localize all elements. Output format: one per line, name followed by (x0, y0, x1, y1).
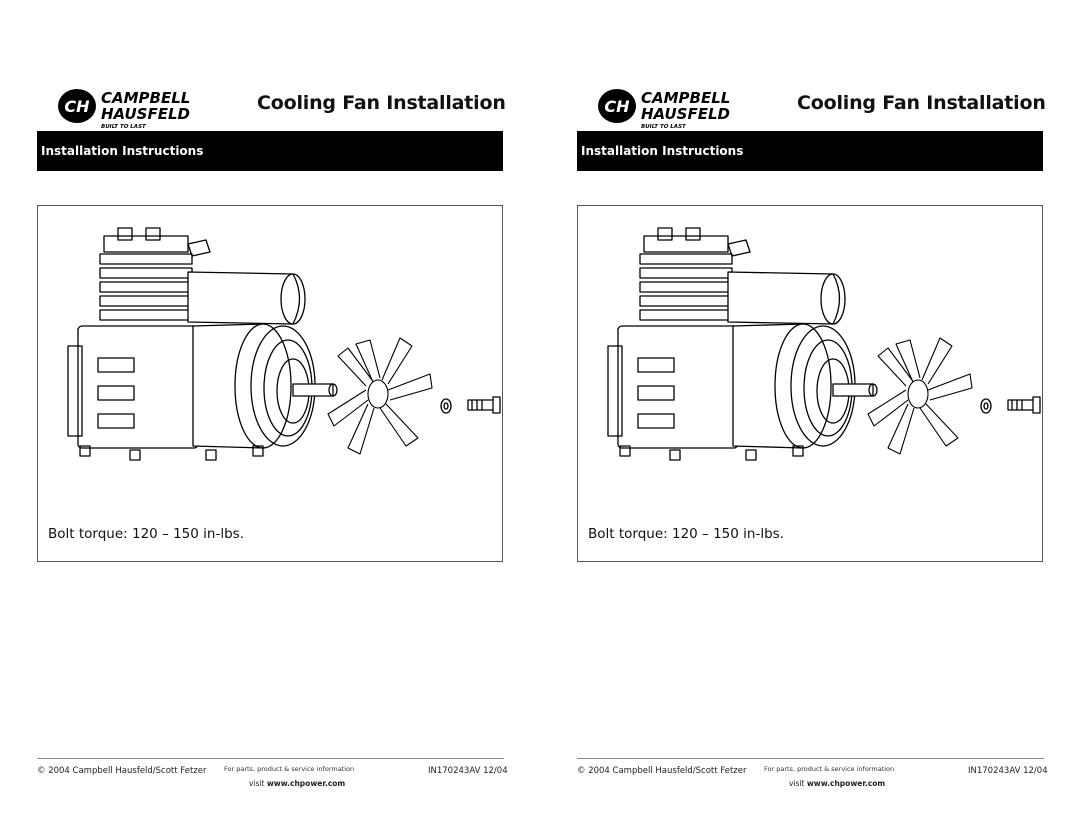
logo-line1: CAMPBELL (641, 89, 731, 107)
logo-monogram: CH (604, 97, 630, 116)
logo-tagline: BUILT TO LAST (641, 124, 686, 130)
footer-copyright: © 2004 Campbell Hausfeld/Scott Fetzer (577, 766, 747, 776)
section-header-label: Installation Instructions (581, 144, 744, 158)
compressor-fan-illustration (578, 206, 1042, 496)
bolt-torque-spec: Bolt torque: 120 – 150 in-lbs. (588, 526, 784, 542)
footer-visit (789, 779, 885, 788)
section-header-label: Installation Instructions (41, 144, 204, 158)
footer-visit-prefix: visit (249, 779, 265, 788)
footer-divider (37, 758, 504, 759)
logo-line2: HAUSFELD (641, 105, 730, 123)
section-header-band (577, 131, 1043, 171)
illustration-panel (37, 205, 503, 562)
logo-tagline: BUILT TO LAST (101, 124, 146, 130)
footer-visit-prefix: visit (789, 779, 805, 788)
footer-website-link[interactable]: www.chpower.com (806, 779, 886, 788)
illustration-panel (577, 205, 1043, 562)
section-header-band (37, 131, 503, 171)
compressor-fan-illustration (38, 206, 502, 496)
footer-parts-info: For parts, product & service information (764, 765, 895, 773)
bolt-torque-spec: Bolt torque: 120 – 150 in-lbs. (48, 526, 244, 542)
logo-monogram: CH (64, 97, 90, 116)
footer-visit (249, 779, 345, 788)
footer-copyright: © 2004 Campbell Hausfeld/Scott Fetzer (37, 766, 207, 776)
footer-doc-code: IN170243AV 12/04 (428, 766, 508, 776)
footer-website-link[interactable]: www.chpower.com (266, 779, 346, 788)
logo-line1: CAMPBELL (101, 89, 191, 107)
footer-doc-code: IN170243AV 12/04 (968, 766, 1048, 776)
instruction-page-right (540, 0, 1080, 834)
page-title: Cooling Fan Installation (257, 92, 506, 114)
campbell-hausfeld-logo (57, 84, 232, 130)
page-title: Cooling Fan Installation (797, 92, 1046, 114)
footer-divider (577, 758, 1044, 759)
logo-line2: HAUSFELD (101, 105, 190, 123)
footer-parts-info: For parts, product & service information (224, 765, 355, 773)
campbell-hausfeld-logo (597, 84, 772, 130)
